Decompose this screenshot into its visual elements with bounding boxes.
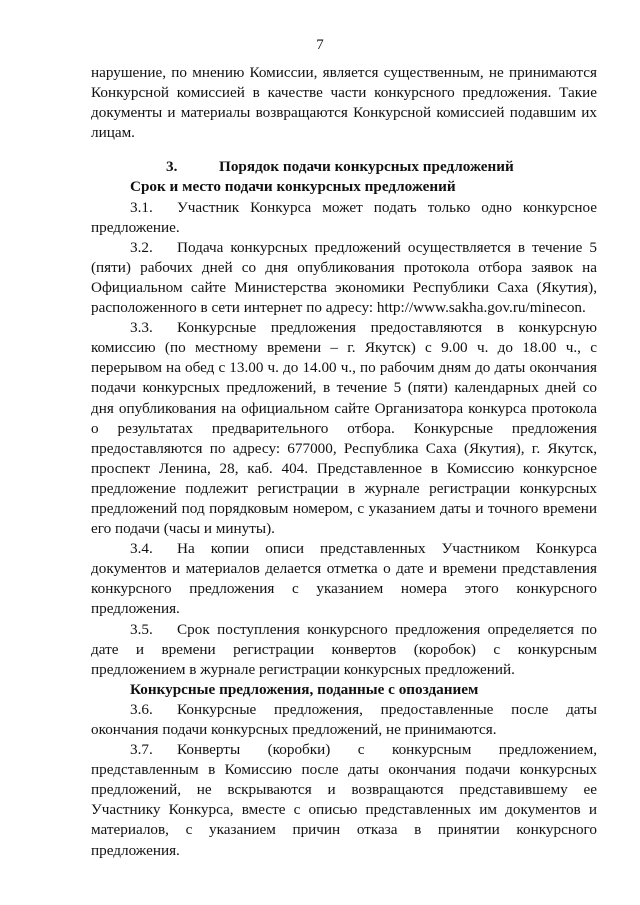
- clause-number: 3.7.: [130, 741, 153, 759]
- section-title: Порядок подачи конкурсных предложений: [219, 158, 514, 176]
- clause-text: На копии описи представленных Участником Конкурса документов и материалов делается отметка о дате и времени представления конкурсного предложения с указанием номера этого конкурсного предложения.: [91, 540, 597, 618]
- clause-text: Участник Конкурса может подать только одно конкурсное предложение.: [91, 198, 597, 236]
- clause-number: 3.6.: [130, 700, 153, 718]
- clause-3-4: [91, 539, 597, 619]
- clause-text: Конверты (коробки) с конкурсным предложением, представленным в Комиссию после даты окончания подачи конкурсных предложений, не вскрываются и возвращаются представившему ее Участнику Конкурса, вместе с описью представленных им документов и материалов, с указанием причин отказа в принятии конкурсного предложения.: [91, 741, 597, 859]
- subheading-late-submissions: Конкурсные предложения, поданные с опозданием: [130, 680, 479, 698]
- clause-3-2: [91, 238, 597, 318]
- clause-text: Подача конкурсных предложений осуществляется в течение 5 (пяти) рабочих дней со дня опубликования протокола отбора заявок на Официальном сайте Министерства экономики Республики Саха (Якутия), расположенного в сети интернет по адресу: http://www.sakha.gov.ru/minecon.: [91, 238, 597, 317]
- subheading-submission-deadline: Срок и место подачи конкурсных предложений: [130, 178, 456, 196]
- document-body: [91, 63, 597, 861]
- clause-text: Срок поступления конкурсного предложения определяется по дате и времени регистрации конвертов (коробок) с конкурсным предложением в журнале регистрации конкурсных предложений.: [91, 620, 597, 678]
- section-number: 3.: [166, 158, 178, 176]
- clause-3-7: [91, 740, 597, 861]
- clause-3-6: [91, 700, 597, 740]
- clause-number: 3.3.: [130, 319, 153, 337]
- section-heading: [91, 157, 597, 177]
- clause-number: 3.2.: [130, 238, 153, 256]
- clause-text: Конкурсные предложения предоставляются в конкурсную комиссию (по местному времени – г. Якутск) с 9.00 ч. до 18.00 ч., с перерывом на обед с 13.00 ч. до 14.00 ч., по рабочим дням до даты окончания подачи конкурсных предложений, в течение 5 (пяти) календарных дней со дня опубликования на официальном сайте Организатора конкурса протокола о результатах предварительного отбора. Конкурсные предложения предоставляются по адресу: 677000, Республика Саха (Якутия), г. Якутск, проспект Ленина, 28, каб. 404. Представленное в Комиссию конкурсное предложение подлежит регистрации в журнале регистрации конкурсных предложений под порядковым номером, с указанием даты и точного времени его подачи (часы и минуты).: [91, 319, 597, 538]
- clause-number: 3.4.: [130, 540, 153, 558]
- intro-paragraph: нарушение, по мнению Комиссии, является существенным, не принимаются Конкурсной комиссией в качестве части конкурсного предложения. Такие документы и материалы возвращаются Конкурсной комиссией подавшим их лицам.: [91, 64, 597, 142]
- clause-3-5: [91, 620, 597, 680]
- clause-number: 3.5.: [130, 620, 153, 638]
- clause-3-3: [91, 318, 597, 539]
- clause-text: Конкурсные предложения, предоставленные после даты окончания подачи конкурсных предложений, не принимаются.: [91, 700, 597, 738]
- page-number: 7: [316, 37, 324, 53]
- clause-number: 3.1.: [130, 198, 153, 216]
- clause-3-1: [91, 198, 597, 238]
